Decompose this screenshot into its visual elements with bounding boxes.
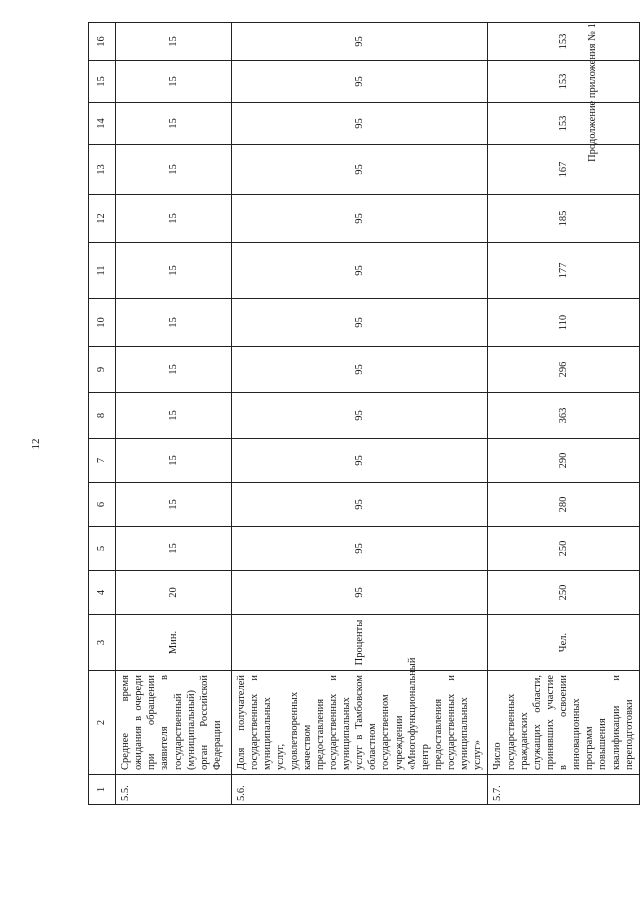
value-cell: 15 [116, 527, 232, 571]
value-cell: 153 [488, 103, 639, 145]
value-cell: 15 [116, 103, 232, 145]
header-row [89, 23, 116, 805]
value-cell: 20 [116, 571, 232, 615]
value-cell: 95 [232, 527, 488, 571]
column-header: 10 [89, 299, 116, 347]
column-header: 15 [89, 61, 116, 103]
continuation-label: Продолжение приложения № 1 [586, 22, 598, 162]
value-cell: 15 [116, 145, 232, 195]
value-cell: 15 [116, 195, 232, 243]
row-code: 5.6. [232, 775, 488, 805]
value-cell: 95 [232, 393, 488, 439]
page-number: 12 [30, 438, 42, 450]
value-cell: 15 [116, 393, 232, 439]
value-cell: 296 [488, 347, 639, 393]
value-cell: 15 [116, 299, 232, 347]
column-header: 1 [89, 775, 116, 805]
column-header: 6 [89, 483, 116, 527]
value-cell: 153 [488, 23, 639, 61]
row-code: 5.7. [488, 775, 639, 805]
column-header: 2 [89, 671, 116, 775]
row-description: Число государственных гражданских служащих области, принявших участие в освоении инновационных программ повышения квалификации и переподготовки [488, 671, 639, 775]
row-description: Среднее время ожидания в очереди при обращении заявителя в государственный (муниципальный) орган Российской Федерации [116, 671, 232, 775]
row-unit: Чел. [488, 615, 639, 671]
value-cell: 95 [232, 103, 488, 145]
column-header: 4 [89, 571, 116, 615]
value-cell: 177 [488, 243, 639, 299]
column-header: 7 [89, 439, 116, 483]
column-header: 11 [89, 243, 116, 299]
column-header: 8 [89, 393, 116, 439]
table-row [232, 23, 488, 805]
value-cell: 95 [232, 483, 488, 527]
column-header: 5 [89, 527, 116, 571]
value-cell: 250 [488, 571, 639, 615]
value-cell: 95 [232, 195, 488, 243]
column-header: 16 [89, 23, 116, 61]
value-cell: 280 [488, 483, 639, 527]
value-cell: 15 [116, 243, 232, 299]
column-header: 9 [89, 347, 116, 393]
column-header: 13 [89, 145, 116, 195]
value-cell: 95 [232, 571, 488, 615]
value-cell: 185 [488, 195, 639, 243]
table-row [116, 23, 232, 805]
column-header: 14 [89, 103, 116, 145]
table-row [488, 23, 639, 805]
value-cell: 95 [232, 145, 488, 195]
row-unit: Мин. [116, 615, 232, 671]
value-cell: 95 [232, 23, 488, 61]
value-cell: 250 [488, 527, 639, 571]
value-cell: 167 [488, 145, 639, 195]
row-code: 5.5. [116, 775, 232, 805]
value-cell: 15 [116, 61, 232, 103]
value-cell: 95 [232, 347, 488, 393]
value-cell: 95 [232, 243, 488, 299]
value-cell: 15 [116, 439, 232, 483]
value-cell: 153 [488, 61, 639, 103]
value-cell: 15 [116, 483, 232, 527]
indicator-table [88, 22, 640, 805]
row-description: Доля получателей государственных и муниципальных услуг, удовлетворенных качеством предоставления государственных и муниципальных услуг в Тамбовском областном государственном учреждении «Многофункциональный центр предоставления государственных и муниципальных услуг» [232, 671, 488, 775]
value-cell: 15 [116, 347, 232, 393]
value-cell: 290 [488, 439, 639, 483]
column-header: 12 [89, 195, 116, 243]
row-unit: Проценты [232, 615, 488, 671]
value-cell: 363 [488, 393, 639, 439]
value-cell: 95 [232, 299, 488, 347]
value-cell: 110 [488, 299, 639, 347]
value-cell: 95 [232, 61, 488, 103]
column-header: 3 [89, 615, 116, 671]
value-cell: 95 [232, 439, 488, 483]
value-cell: 15 [116, 23, 232, 61]
